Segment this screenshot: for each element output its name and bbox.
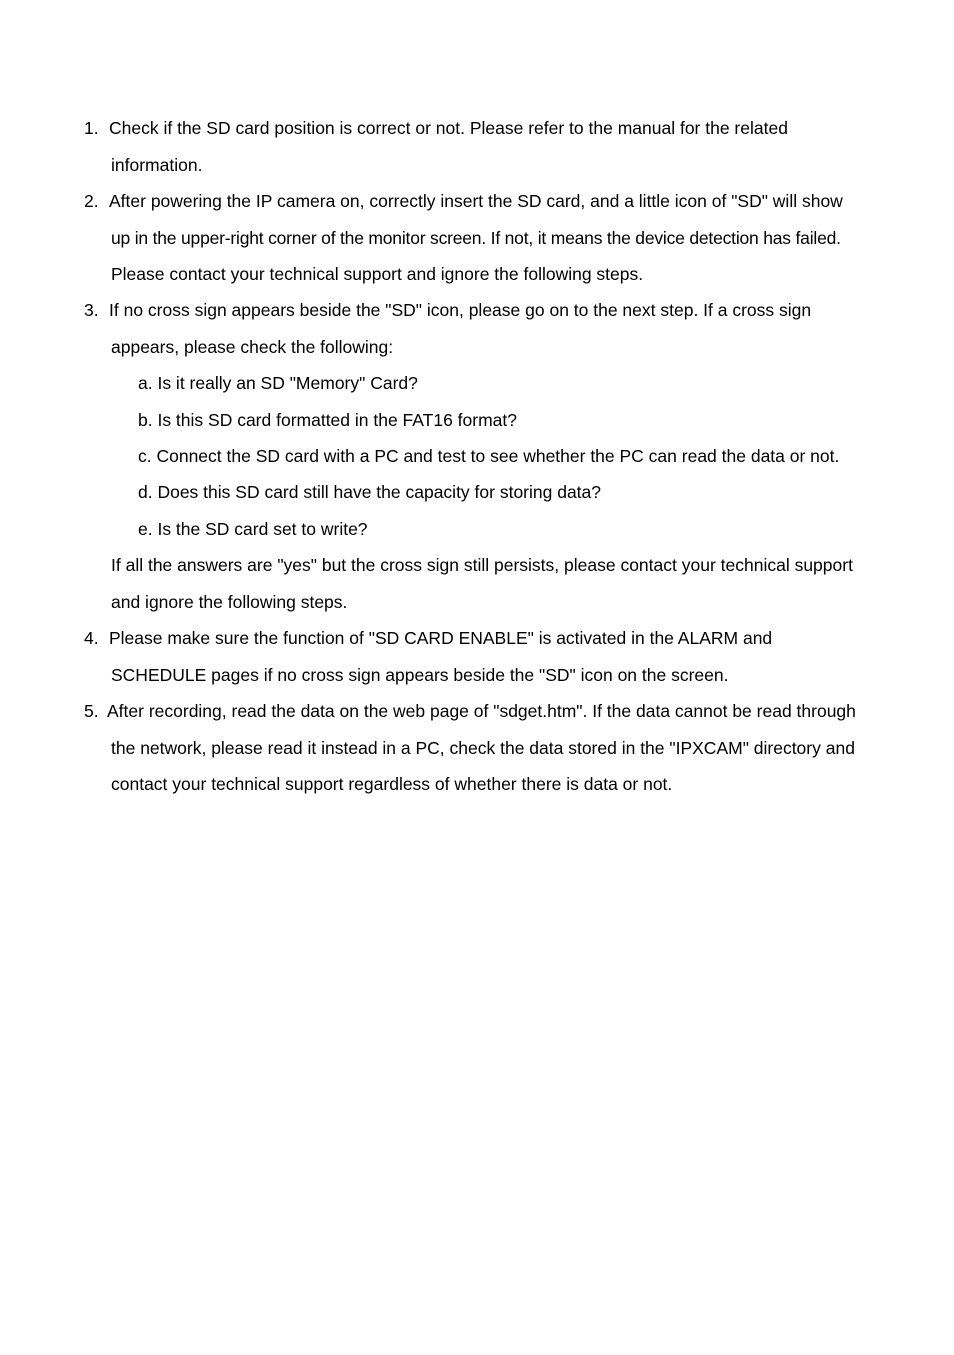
step-3-subitem-e: e. Is the SD card set to write?: [138, 519, 368, 539]
step-1-number: 1.: [84, 118, 99, 138]
step-4-line-1: Please make sure the function of "SD CARD ENABLE" is activated in the ALARM and: [109, 628, 773, 648]
step-3-line-2: appears, please check the following:: [111, 337, 394, 357]
step-3-subitem-a: a. Is it really an SD "Memory" Card?: [138, 373, 418, 393]
step-5-number: 5.: [84, 701, 99, 721]
step-1-line-2: information.: [111, 155, 203, 175]
step-2-line-2: up in the upper-right corner of the monitor screen. If not, it means the device detection has failed.: [111, 228, 841, 248]
step-3-subitem-d: d. Does this SD card still have the capacity for storing data?: [138, 482, 602, 502]
step-5-line-2: the network, please read it instead in a PC, check the data stored in the "IPXCAM" directory and: [111, 738, 855, 758]
step-5-line-1: After recording, read the data on the web page of "sdget.htm". If the data cannot be read through: [107, 701, 856, 721]
step-4-line-2: SCHEDULE pages if no cross sign appears beside the "SD" icon on the screen.: [111, 665, 729, 685]
step-2-number: 2.: [84, 191, 99, 211]
step-1-line-1: Check if the SD card position is correct or not. Please refer to the manual for the related: [109, 118, 788, 138]
step-3-line-1: If no cross sign appears beside the "SD" icon, please go on to the next step. If a cross sign: [109, 300, 812, 320]
step-3-subitem-c: c. Connect the SD card with a PC and test to see whether the PC can read the data or not.: [138, 446, 840, 466]
step-5-line-3: contact your technical support regardless of whether there is data or not.: [111, 774, 673, 794]
step-3-number: 3.: [84, 300, 99, 320]
step-2-line-3: Please contact your technical support and ignore the following steps.: [111, 264, 644, 284]
step-2-line-1: After powering the IP camera on, correctly insert the SD card, and a little icon of "SD" will show: [109, 191, 843, 211]
step-4-number: 4.: [84, 628, 99, 648]
step-3-after-line-1: If all the answers are "yes" but the cross sign still persists, please contact your technical support: [111, 555, 853, 575]
step-3-subitem-b: b. Is this SD card formatted in the FAT16 format?: [138, 410, 518, 430]
step-3-after-line-2: and ignore the following steps.: [111, 592, 348, 612]
